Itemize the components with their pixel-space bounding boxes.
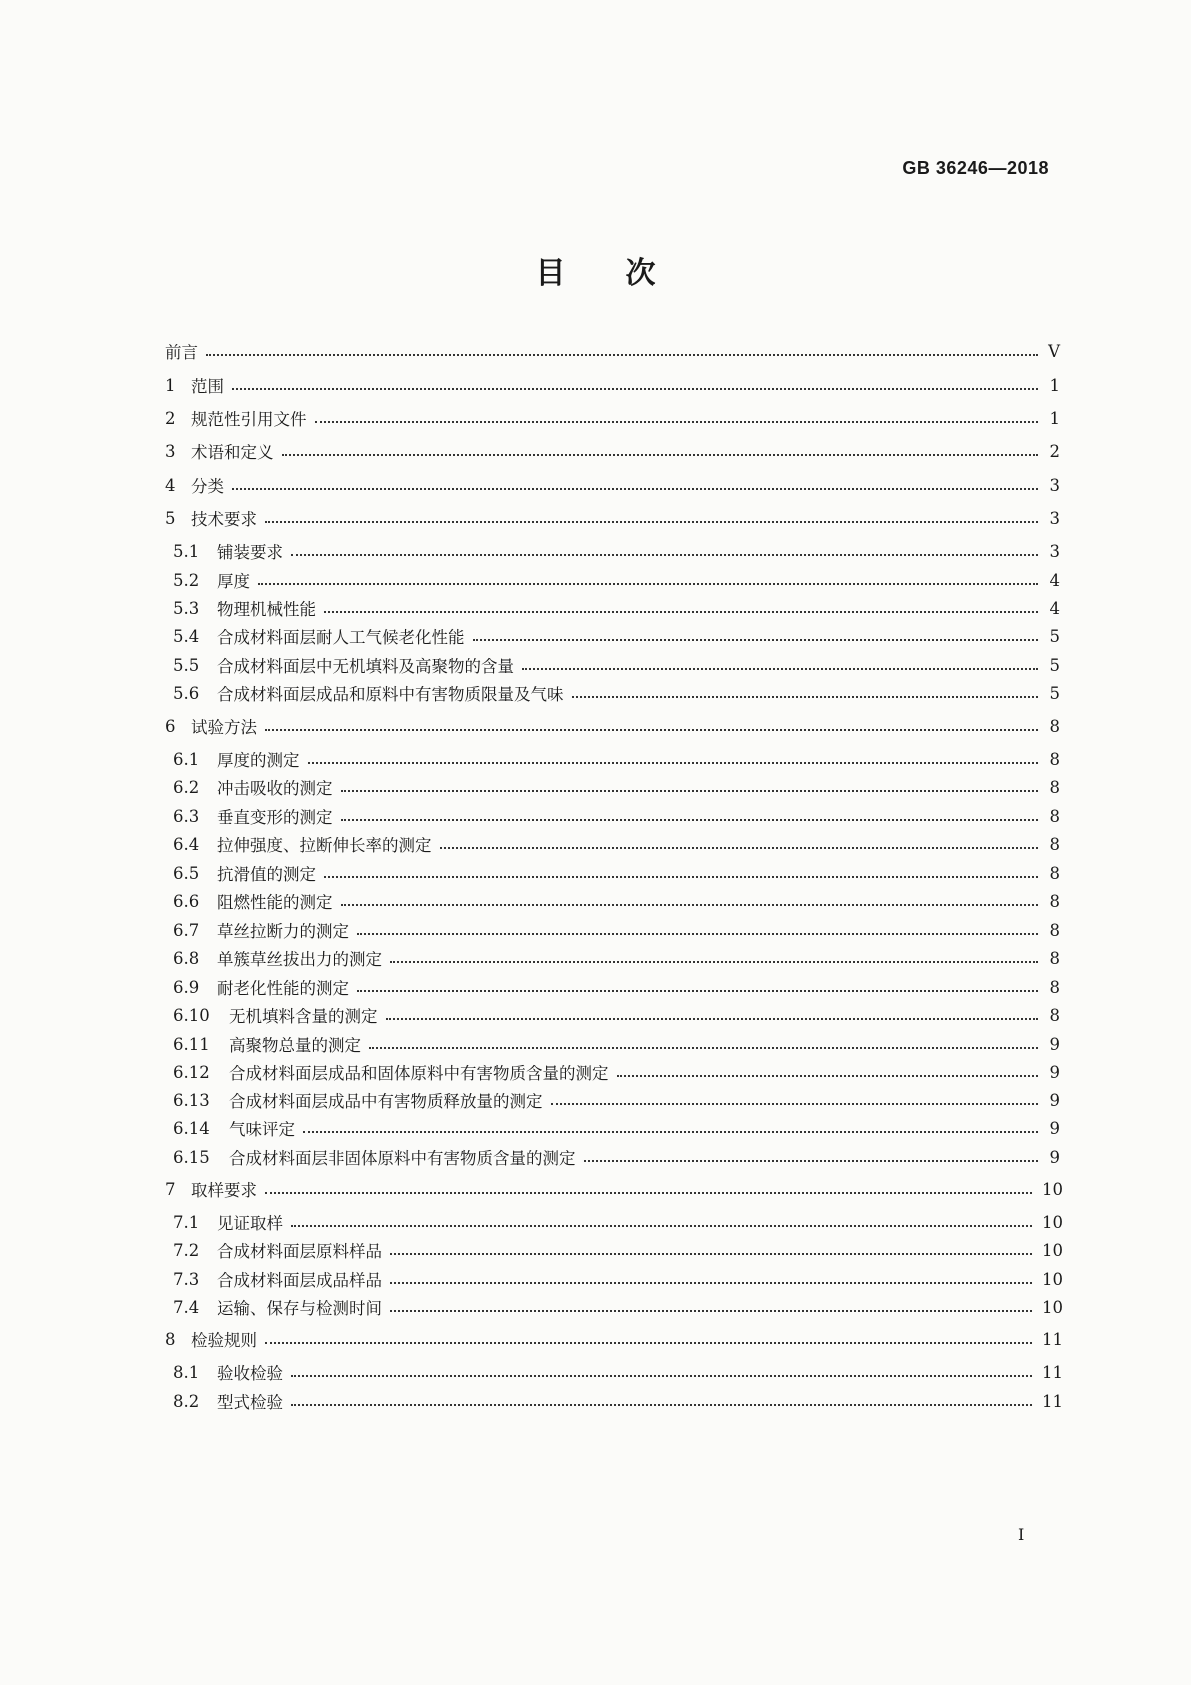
toc-leader-dots [386, 1017, 1039, 1020]
toc-entry-label: 气味评定 [229, 1120, 295, 1139]
toc-entry-label: 运输、保存与检测时间 [217, 1299, 382, 1318]
toc-entry-label: 厚度的测定 [217, 751, 300, 770]
toc-entry[interactable] [165, 744, 1060, 774]
toc-entry-page: 9 [1049, 1118, 1060, 1138]
toc-entry-label: 合成材料面层耐人工气候老化性能 [217, 628, 465, 647]
toc-entry-number: 1 [165, 375, 176, 395]
toc-entry-label: 物理机械性能 [217, 600, 316, 619]
toc-entry-label: 阻燃性能的测定 [217, 893, 333, 912]
toc-entry[interactable] [165, 336, 1060, 366]
toc-leader-dots [265, 520, 1038, 523]
toc-entry-label: 耐老化性能的测定 [217, 979, 349, 998]
toc-entry-page: 11 [1042, 1362, 1063, 1382]
toc-entry-page: 9 [1049, 1034, 1060, 1054]
toc-entry[interactable] [165, 801, 1060, 831]
toc-leader-dots [265, 1341, 1032, 1344]
toc-leader-dots [341, 818, 1039, 821]
toc-entry-number: 7.4 [173, 1297, 200, 1317]
toc-entry-label: 验收检验 [217, 1364, 283, 1383]
toc-entry-page: 10 [1042, 1240, 1063, 1260]
toc-leader-dots [341, 789, 1039, 792]
toc-leader-dots [303, 1130, 1038, 1133]
toc-entry[interactable] [165, 403, 1060, 433]
toc-entry[interactable] [165, 1235, 1063, 1265]
toc-entry[interactable] [165, 1292, 1063, 1322]
toc-entry-number: 6.1 [173, 749, 200, 769]
toc-entry-page: 10 [1042, 1269, 1063, 1289]
toc-entry-label: 合成材料面层原料样品 [217, 1242, 382, 1261]
toc-entry-number: 5 [165, 508, 176, 528]
toc-entry-number: 8 [165, 1329, 176, 1349]
toc-entry-number: 7.3 [173, 1269, 200, 1289]
toc-entry[interactable] [165, 370, 1060, 400]
toc-entry[interactable] [165, 436, 1060, 466]
toc-entry-label: 范围 [191, 377, 224, 396]
toc-entry-label: 合成材料面层非固体原料中有害物质含量的测定 [229, 1149, 576, 1168]
toc-entry[interactable] [165, 772, 1060, 802]
toc-entry-label: 见证取样 [217, 1214, 283, 1233]
toc-leader-dots [232, 487, 1038, 490]
toc-entry-label: 合成材料面层成品和原料中有害物质限量及气味 [217, 685, 564, 704]
toc-entry-page: 8 [1049, 716, 1060, 736]
toc-entry-label: 技术要求 [191, 510, 257, 529]
toc-entry-label: 前言 [165, 343, 198, 362]
toc-entry-page: 9 [1049, 1090, 1060, 1110]
toc-entry-page: 10 [1042, 1297, 1063, 1317]
toc-leader-dots [308, 761, 1039, 764]
toc-entry-number: 6.12 [173, 1062, 210, 1082]
toc-entry[interactable] [165, 1174, 1063, 1204]
toc-entry-page: 9 [1049, 1062, 1060, 1082]
toc-leader-dots [291, 1403, 1032, 1406]
toc-entry-page: 10 [1042, 1212, 1063, 1232]
toc-entry-number: 5.1 [173, 541, 200, 561]
toc-entry[interactable] [165, 536, 1060, 566]
toc-entry[interactable] [165, 829, 1060, 859]
toc-entry-number: 3 [165, 441, 176, 461]
toc-entry[interactable] [165, 1207, 1063, 1237]
toc-entry-label: 厚度 [217, 572, 250, 591]
toc-entry-page: 8 [1049, 891, 1060, 911]
toc-entry[interactable] [165, 593, 1060, 623]
toc-entry-label: 合成材料面层成品样品 [217, 1271, 382, 1290]
toc-leader-dots [357, 989, 1038, 992]
toc-entry-label: 单簇草丝拔出力的测定 [217, 950, 382, 969]
toc-entry-number: 6.5 [173, 863, 200, 883]
toc-entry-page: 8 [1049, 777, 1060, 797]
toc-entry-page: 8 [1049, 806, 1060, 826]
toc-entry-number: 2 [165, 408, 176, 428]
toc-entry-label: 无机填料含量的测定 [229, 1007, 378, 1026]
toc-leader-dots [291, 1224, 1032, 1227]
toc-entry[interactable] [165, 1357, 1063, 1387]
toc-entry[interactable] [165, 621, 1060, 651]
toc-entry[interactable] [165, 858, 1060, 888]
toc-entry-page: 1 [1049, 408, 1060, 428]
toc-entry-label: 分类 [191, 477, 224, 496]
toc-leader-dots [232, 387, 1038, 390]
toc-entry-number: 6.10 [173, 1005, 210, 1025]
toc-leader-dots [584, 1159, 1039, 1162]
toc-entry-number: 6.6 [173, 891, 200, 911]
page-title [0, 248, 1191, 292]
toc-entry-label: 拉伸强度、拉断伸长率的测定 [217, 836, 432, 855]
toc-entry-number: 7.2 [173, 1240, 200, 1260]
toc-leader-dots [341, 903, 1039, 906]
toc-entry-page: 8 [1049, 834, 1060, 854]
toc-entry-label: 铺装要求 [217, 543, 283, 562]
toc-entry-number: 6.14 [173, 1118, 210, 1138]
toc-leader-dots [440, 846, 1039, 849]
toc-entry-number: 4 [165, 475, 176, 495]
toc-entry-label: 草丝拉断力的测定 [217, 922, 349, 941]
toc-entry[interactable] [165, 650, 1060, 680]
toc-entry[interactable] [165, 1029, 1060, 1059]
toc-leader-dots [324, 875, 1038, 878]
page-number: I [1018, 1525, 1025, 1544]
toc-leader-dots [324, 610, 1038, 613]
toc-entry-page: 5 [1049, 655, 1060, 675]
toc-leader-dots [390, 1281, 1032, 1284]
toc-entry-label: 合成材料面层成品中有害物质释放量的测定 [229, 1092, 543, 1111]
toc-leader-dots [265, 728, 1038, 731]
toc-entry-label: 高聚物总量的测定 [229, 1036, 361, 1055]
toc-entry-label: 合成材料面层成品和固体原料中有害物质含量的测定 [229, 1064, 609, 1083]
toc-entry-number: 8.2 [173, 1391, 200, 1411]
toc-entry-number: 7.1 [173, 1212, 200, 1232]
toc-entry-number: 5.4 [173, 626, 200, 646]
toc-entry-number: 6.8 [173, 948, 200, 968]
toc-leader-dots [357, 932, 1038, 935]
toc-entry-page: 3 [1049, 475, 1060, 495]
toc-entry-page: 3 [1049, 508, 1060, 528]
toc-entry-label: 型式检验 [217, 1393, 283, 1412]
toc-entry-label: 试验方法 [191, 718, 257, 737]
toc-entry-number: 6.11 [173, 1034, 210, 1054]
toc-entry-page: 2 [1049, 441, 1060, 461]
toc-entry-number: 6 [165, 716, 176, 736]
toc-entry-label: 合成材料面层中无机填料及高聚物的含量 [217, 657, 514, 676]
toc-entry-number: 6.3 [173, 806, 200, 826]
toc-entry-number: 6.2 [173, 777, 200, 797]
toc-entry[interactable] [165, 1264, 1063, 1294]
title-char-2: 次 [625, 256, 656, 291]
toc-entry-label: 术语和定义 [191, 443, 274, 462]
toc-leader-dots [282, 453, 1039, 456]
toc-entry-page: 1 [1049, 375, 1060, 395]
toc-entry-label: 抗滑值的测定 [217, 865, 316, 884]
toc-leader-dots [390, 1309, 1032, 1312]
toc-leader-dots [291, 1374, 1032, 1377]
toc-entry-page: 5 [1049, 626, 1060, 646]
toc-entry-number: 6.13 [173, 1090, 210, 1110]
toc-leader-dots [369, 1046, 1038, 1049]
toc-entry-page: 8 [1049, 749, 1060, 769]
toc-leader-dots [390, 1252, 1032, 1255]
toc-leader-dots [551, 1102, 1039, 1105]
toc-entry[interactable] [165, 565, 1060, 595]
toc-entry-page: V [1048, 341, 1060, 361]
toc-entry-page: 9 [1049, 1147, 1060, 1167]
toc-entry[interactable] [165, 1113, 1060, 1143]
toc-entry-label: 检验规则 [191, 1331, 257, 1350]
toc-entry[interactable] [165, 1386, 1063, 1416]
toc-entry-page: 4 [1049, 598, 1060, 618]
toc-leader-dots [617, 1074, 1039, 1077]
standard-number: GB 36246—2018 [902, 158, 1049, 178]
toc-entry-page: 8 [1049, 863, 1060, 883]
toc-entry-page: 8 [1049, 920, 1060, 940]
toc-entry-number: 6.15 [173, 1147, 210, 1167]
toc-entry-page: 8 [1049, 977, 1060, 997]
toc-entry-number: 5.2 [173, 570, 200, 590]
toc-entry-page: 8 [1049, 948, 1060, 968]
toc-entry[interactable] [165, 915, 1060, 945]
toc-entry-number: 7 [165, 1179, 176, 1199]
toc-leader-dots [522, 667, 1038, 670]
toc-entry[interactable] [165, 1085, 1060, 1115]
toc-entry[interactable] [165, 1324, 1063, 1354]
toc-entry-page: 5 [1049, 683, 1060, 703]
toc-entry-page: 11 [1042, 1329, 1063, 1349]
toc-entry[interactable] [165, 943, 1060, 973]
toc-entry-label: 垂直变形的测定 [217, 808, 333, 827]
toc-entry[interactable] [165, 972, 1060, 1002]
toc-entry[interactable] [165, 503, 1060, 533]
toc-leader-dots [265, 1191, 1032, 1194]
toc-entry-number: 6.7 [173, 920, 200, 940]
toc-entry-page: 3 [1049, 541, 1060, 561]
toc-leader-dots [473, 638, 1039, 641]
toc-entry[interactable] [165, 1057, 1060, 1087]
toc-leader-dots [572, 695, 1039, 698]
toc-entry-number: 5.6 [173, 683, 200, 703]
toc-entry[interactable] [165, 678, 1060, 708]
toc-entry-number: 6.9 [173, 977, 200, 997]
toc-entry[interactable] [165, 470, 1060, 500]
toc-leader-dots [390, 960, 1038, 963]
toc-entry[interactable] [165, 1000, 1060, 1030]
toc-entry[interactable] [165, 711, 1060, 741]
toc-entry-page: 8 [1049, 1005, 1060, 1025]
toc-leader-dots [315, 420, 1039, 423]
toc-entry-label: 冲击吸收的测定 [217, 779, 333, 798]
toc-entry-number: 5.3 [173, 598, 200, 618]
toc-entry[interactable] [165, 1142, 1060, 1172]
toc-entry-page: 4 [1049, 570, 1060, 590]
toc-entry-label: 规范性引用文件 [191, 410, 307, 429]
toc-entry-number: 8.1 [173, 1362, 200, 1382]
toc-entry-number: 5.5 [173, 655, 200, 675]
toc-leader-dots [258, 582, 1038, 585]
toc-leader-dots [206, 353, 1038, 356]
toc-leader-dots [291, 553, 1038, 556]
toc-entry-number: 6.4 [173, 834, 200, 854]
toc-entry-label: 取样要求 [191, 1181, 257, 1200]
toc-entry[interactable] [165, 886, 1060, 916]
toc-entry-page: 10 [1042, 1179, 1063, 1199]
toc-entry-page: 11 [1042, 1391, 1063, 1411]
title-char-1: 目 [535, 256, 566, 291]
